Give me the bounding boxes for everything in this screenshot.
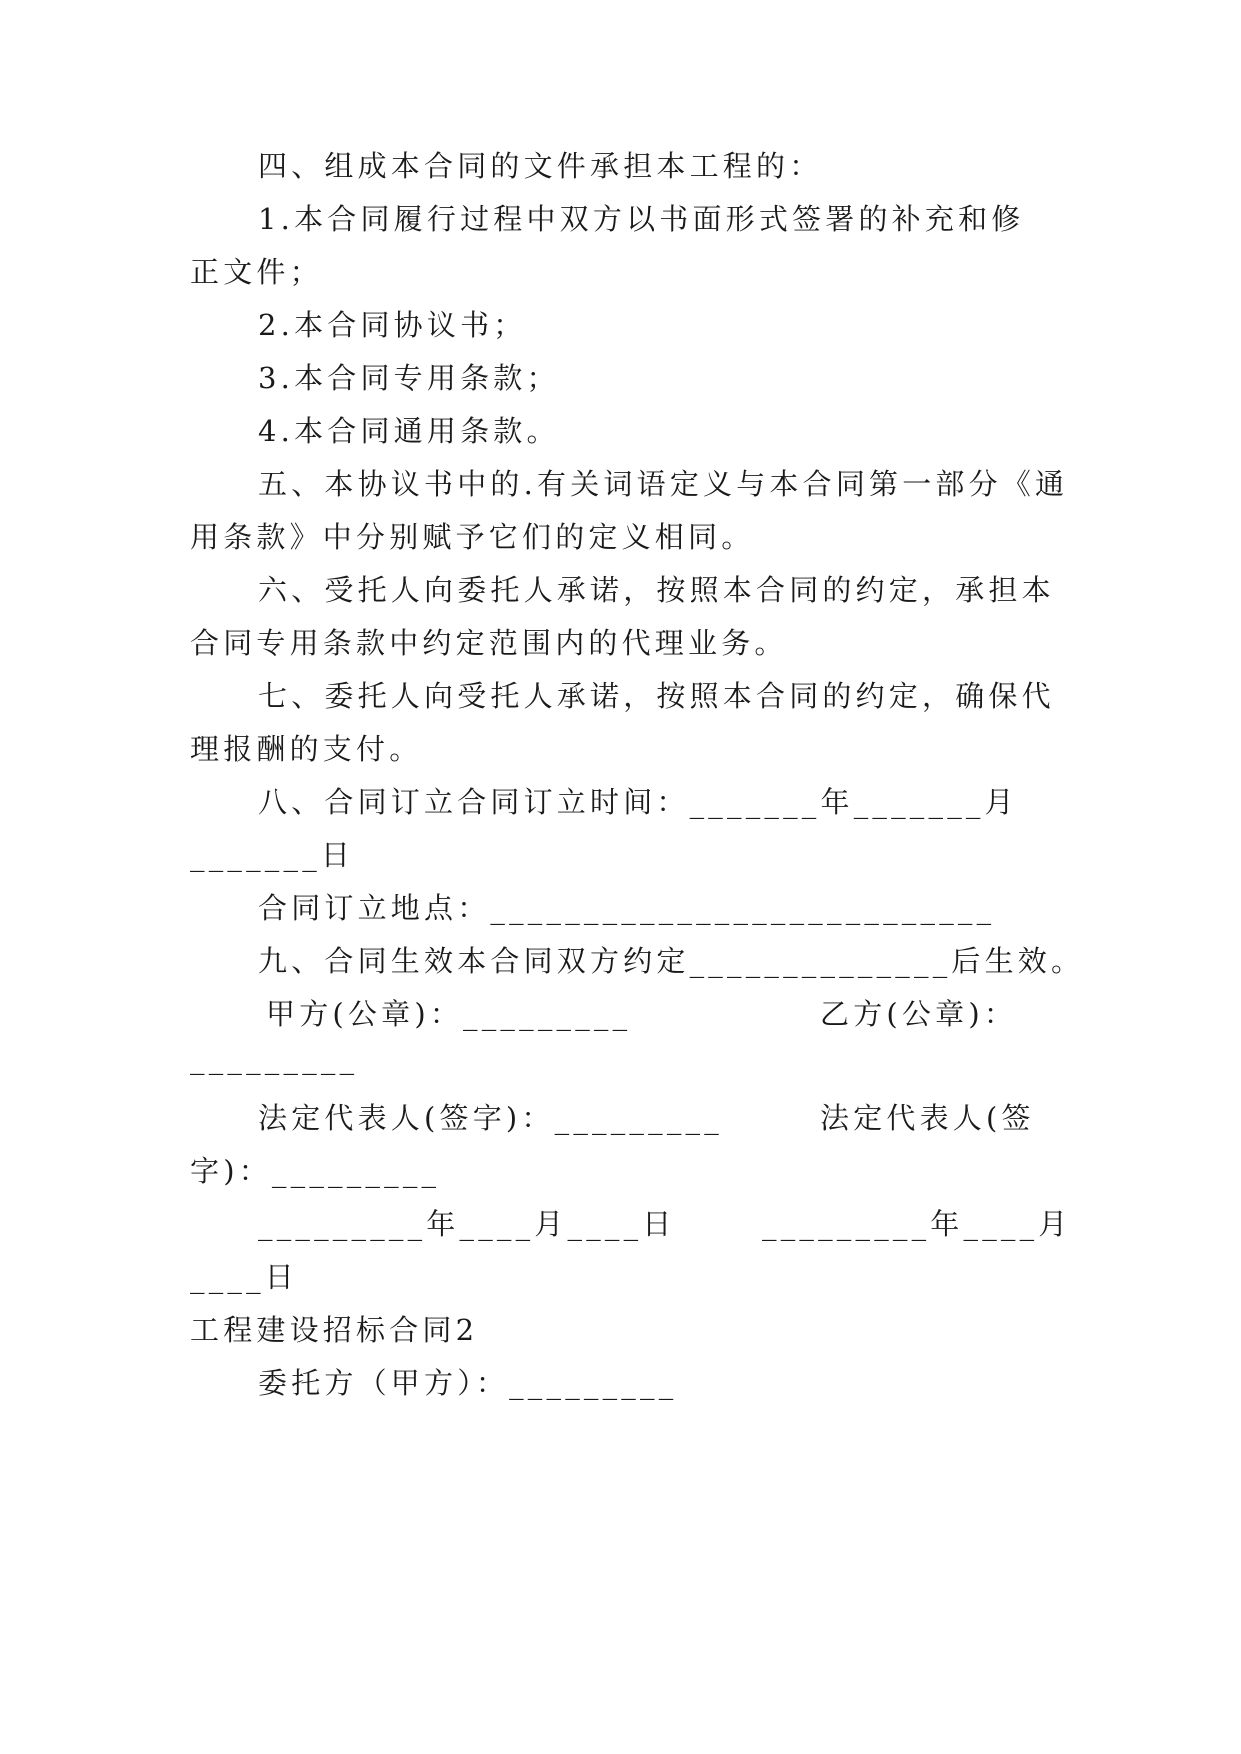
clause-4-item-2: 2.本合同协议书；	[258, 308, 527, 342]
clause-6-cont: 合同专用条款中约定范围内的代理业务。	[190, 626, 788, 660]
party-b-date: _________年____月	[762, 1207, 1072, 1241]
party-b-rep: 法定代表人(签	[820, 1101, 1035, 1135]
clause-4-item-4: 4.本合同通用条款。	[258, 414, 560, 448]
clause-8-time-cont: _______日	[190, 838, 355, 872]
section-title: 工程建设招标合同2	[190, 1313, 479, 1347]
party-b-date-cont: ____日	[190, 1260, 299, 1294]
clause-4-item-1: 1.本合同履行过程中双方以书面形式签署的补充和修	[258, 202, 1025, 236]
client-party-a: 委托方（甲方）：_________	[258, 1366, 678, 1400]
party-a-seal: 甲方(公章)：_________	[266, 997, 632, 1031]
party-a-date: _________年____月____日	[258, 1207, 676, 1241]
party-b-rep-cont: 字)：_________	[190, 1154, 441, 1188]
party-b-seal: 乙方(公章)：	[820, 997, 1018, 1031]
clause-5: 五、本协议书中的.有关词语定义与本合同第一部分《通	[258, 467, 1069, 501]
clause-5-cont: 用条款》中分别赋予它们的定义相同。	[190, 520, 755, 554]
clause-6: 六、受托人向委托人承诺，按照本合同的约定，承担本	[258, 573, 1055, 607]
clause-4-item-1-cont: 正文件；	[190, 255, 323, 289]
party-b-seal-blank: _________	[190, 1041, 359, 1075]
clause-4-item-3: 3.本合同专用条款；	[258, 361, 560, 395]
clause-7-cont: 理报酬的支付。	[190, 732, 423, 766]
party-a-rep: 法定代表人(签字)：_________	[258, 1101, 723, 1135]
clause-9: 九、合同生效本合同双方约定______________后生效。	[258, 944, 1085, 978]
clause-4-heading: 四、组成本合同的文件承担本工程的：	[258, 149, 823, 183]
clause-7: 七、委托人向受托人承诺，按照本合同的约定，确保代	[258, 679, 1055, 713]
clause-8-place: 合同订立地点：___________________________	[258, 891, 996, 925]
clause-8-time: 八、合同订立合同订立时间：_______年_______月	[258, 785, 1018, 819]
